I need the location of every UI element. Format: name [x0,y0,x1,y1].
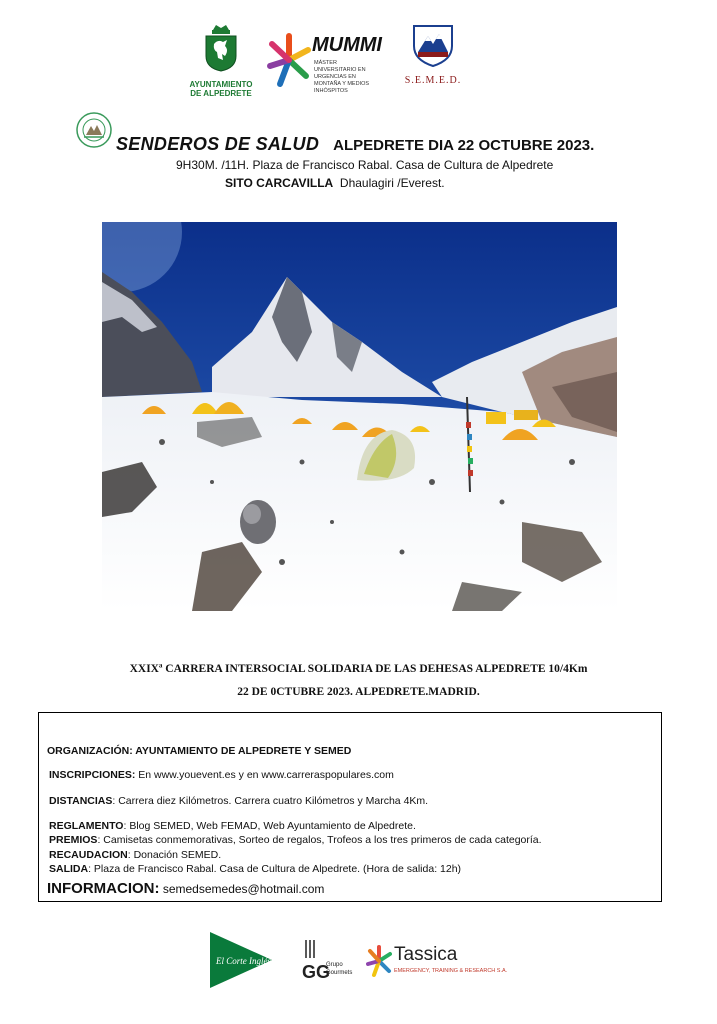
race-title: XXIXª CARRERA INTERSOCIAL SOLIDARIA DE LAS DEHESAS ALPEDRETE 10/4Km [129,663,588,675]
race-date: 22 DE 0CTUBRE 2023. ALPEDRETE.MADRID. [237,686,480,698]
tassica-subtitle: EMERGENCY, TRAINING & RESEARCH S.A. [394,968,508,974]
speaker-topic: Dhaulagiri /Everest. [339,176,445,190]
senderos-badge-icon [76,112,112,148]
el-corte-ingles-logo [208,930,274,990]
gg-text: GG [302,962,331,982]
grupo-gourmets-logo [300,938,356,984]
grupo-gourmets-icon [300,938,356,984]
base-camp-photo [102,222,617,611]
ayuntamiento-line-2: DE ALPEDRETE [190,89,252,98]
reglamento-value: : Blog SEMED, Web FEMAD, Web Ayuntamiento de Alpedrete. [123,820,416,832]
recaudacion-line [49,849,221,861]
premios-line [49,834,542,846]
inscripciones-value[interactable]: En www.youevent.es y en www.carreraspopulares.com [135,769,394,781]
gg-sub-1: Grupo [326,962,343,968]
tassica-star-icon [366,944,392,978]
mummi-logo [266,28,382,94]
mummi-star-icon [266,30,312,90]
speaker-line [225,176,445,190]
distancias-line [49,795,428,807]
gg-sub-2: Gourmets [326,970,353,976]
header-title-line [116,134,594,155]
senderos-brand: SENDEROS DE SALUD [116,134,320,154]
premios-value: : Camisetas conmemorativas, Sorteo de regalos, Trofeos a los tres primeros de cada categoría. [97,834,542,846]
ayuntamiento-logo [182,24,260,108]
event-time-place: 9H30M. /11H. Plaza de Francisco Rabal. Casa de Cultura de Alpedrete [176,158,554,172]
tassica-logo [366,944,508,980]
inscripciones-line [49,769,394,781]
salida-line [49,863,461,875]
semed-mountain-icon [410,22,456,68]
ayuntamiento-line-1: AYUNTAMIENTO [189,80,253,89]
semed-logo [398,22,468,88]
reglamento-label: REGLAMENTO [49,820,124,832]
ayuntamiento-shield-icon [203,24,239,72]
speaker-name: SITO CARCAVILLA [225,176,334,190]
el-corte-ingles-icon [208,930,274,990]
semed-name: S.E.M.E.D. [404,75,462,86]
premios-label: PREMIOS [49,834,98,846]
tassica-name: Tassica [394,944,458,965]
mummi-name: MUMMI [312,34,382,56]
salida-label: SALIDA [49,863,89,875]
inscripciones-label: INSCRIPCIONES: [49,769,136,781]
informacion-email[interactable]: semedsemedes@hotmail.com [159,882,325,896]
base-camp-illustration [102,222,617,611]
informacion-label: INFORMACION: [47,880,160,897]
recaudacion-label: RECAUDACION [49,849,128,861]
distancias-value: : Carrera diez Kilómetros. Carrera cuatro Kilómetros y Marcha 4Km. [112,795,429,807]
distancias-label: DISTANCIAS [49,795,113,807]
informacion-line [47,880,324,897]
senderos-badge [76,112,112,148]
event-title: ALPEDRETE DIA 22 OCTUBRE 2023. [333,137,595,154]
organizacion-line [47,745,351,757]
mummi-subtitle: MÁSTER UNIVERSITARIO EN URGENCIAS EN MONTAÑA Y MEDIOS INHÓSPITOS [314,60,370,94]
race-info-box [38,712,662,902]
organizacion-text: ORGANIZACIÓN: AYUNTAMIENTO DE ALPEDRETE Y SEMED [47,745,352,757]
salida-value: : Plaza de Francisco Rabal. Casa de Cultura de Alpedrete. (Hora de salida: 12h) [88,863,462,875]
el-corte-ingles-text: El Corte Inglés [216,956,271,966]
recaudacion-value: : Donación SEMED. [127,849,222,861]
reglamento-line [49,820,416,832]
